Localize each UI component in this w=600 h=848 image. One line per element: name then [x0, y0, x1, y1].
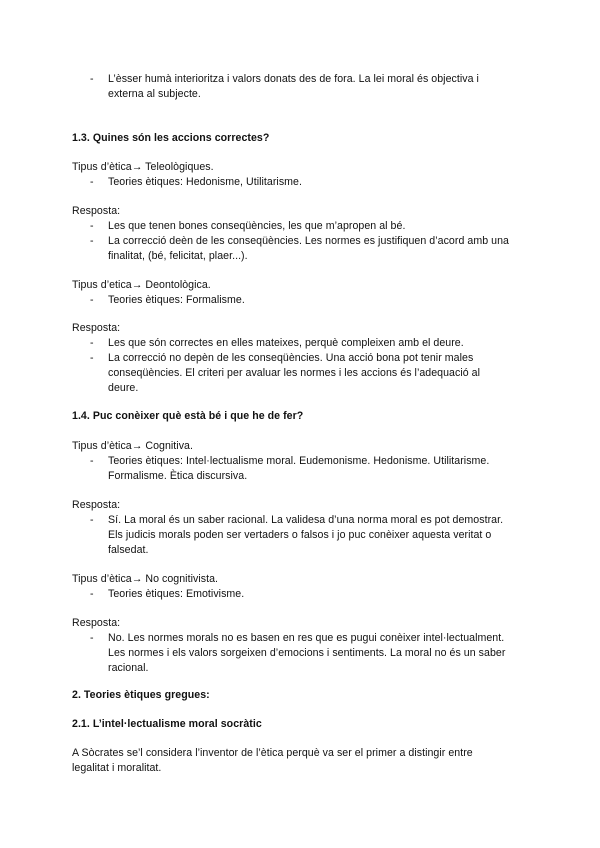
- teleo-answer-2-line-2: finalitat, (bé, felicitat, plaer...).: [108, 250, 248, 262]
- bullet-dash: -: [90, 337, 94, 349]
- noncog-answer-line-1: No. Les normes morals no es basen en res que es pugui conèixer intel·lectualment.: [108, 632, 505, 644]
- bullet-dash: -: [90, 235, 94, 247]
- bullet-dash: -: [90, 294, 94, 306]
- teleo-answer-label: Resposta:: [72, 205, 121, 217]
- noncog-theories: Teories ètiques: Emotivisme.: [108, 588, 245, 600]
- heading-2-1: 2.1. L’intel·lectualisme moral socràtic: [72, 718, 262, 730]
- cog-theories-line-1: Teories ètiques: Intel·lectualisme moral. Eudemonisme. Hedonisme. Utilitarisme.: [108, 455, 490, 467]
- intro-line-2: externa al subjecte.: [108, 88, 201, 100]
- noncog-type-line: Tipus d’ètica→ No cognitivista.: [72, 573, 218, 585]
- teleo-theories: Teories ètiques: Hedonisme, Utilitarisme.: [108, 176, 302, 188]
- deonto-answer-label: Resposta:: [72, 322, 121, 334]
- deonto-theories: Teories ètiques: Formalisme.: [108, 294, 245, 306]
- bullet-dash: -: [90, 588, 94, 600]
- deonto-answer-2-line-2: conseqüències. El criteri per avaluar les normes i les accions és l’adequació al: [108, 367, 481, 379]
- teleo-type-line: Tipus d’ètica→ Teleològiques.: [72, 161, 214, 173]
- deonto-answer-2-line-1: La correcció no depèn de les conseqüències. Una acció bona pot tenir males: [108, 352, 474, 364]
- heading-1-3: 1.3. Quines són les accions correctes?: [72, 132, 270, 144]
- bullet-dash: -: [90, 455, 94, 467]
- noncog-answer-line-3: racional.: [108, 662, 149, 674]
- noncog-answer-label: Resposta:: [72, 617, 121, 629]
- heading-1-4: 1.4. Puc conèixer què està bé i que he de fer?: [72, 410, 304, 422]
- noncog-answer-line-2: Les normes i els valors sorgeixen d’emocions i sentiments. La moral no és un saber: [108, 647, 506, 659]
- cog-answer-line-1: Sí. La moral és un saber racional. La validesa d’una norma moral es pot demostrar.: [108, 514, 504, 526]
- deonto-type-line: Tipus d’etica→ Deontològica.: [72, 279, 211, 291]
- bullet-dash: -: [90, 176, 94, 188]
- intro-line-1: L’èsser humà interioritza i valors donats des de fora. La lei moral és objectiva i: [108, 73, 479, 85]
- cog-answer-line-3: falsedat.: [108, 544, 149, 556]
- cog-type-line: Tipus d’ètica→ Cognitiva.: [72, 440, 193, 452]
- teleo-answer-1: Les que tenen bones conseqüències, les que m’apropen al bé.: [108, 220, 406, 232]
- cog-theories-line-2: Formalisme. Ètica discursiva.: [108, 470, 248, 482]
- bullet-dash: -: [90, 73, 94, 85]
- bullet-dash: -: [90, 352, 94, 364]
- bullet-dash: -: [90, 220, 94, 232]
- bullet-dash: -: [90, 514, 94, 526]
- socrates-para-line-1: A Sòcrates se’l considera l’inventor de l’ètica perquè va ser el primer a distingir entre: [72, 747, 473, 759]
- deonto-answer-2-line-3: deure.: [108, 382, 139, 394]
- bullet-dash: -: [90, 632, 94, 644]
- cog-answer-label: Resposta:: [72, 499, 121, 511]
- socrates-para-line-2: legalitat i moralitat.: [72, 762, 162, 774]
- heading-2: 2. Teories ètiques gregues:: [72, 689, 210, 701]
- deonto-answer-1: Les que són correctes en elles mateixes, perquè compleixen amb el deure.: [108, 337, 464, 349]
- cog-answer-line-2: Els judicis morals poden ser vertaders o falsos i jo puc conèixer aquesta veritat o: [108, 529, 492, 541]
- teleo-answer-2-line-1: La correcció deèn de les conseqüències. Les normes es justifiquen d’acord amb una: [108, 235, 509, 247]
